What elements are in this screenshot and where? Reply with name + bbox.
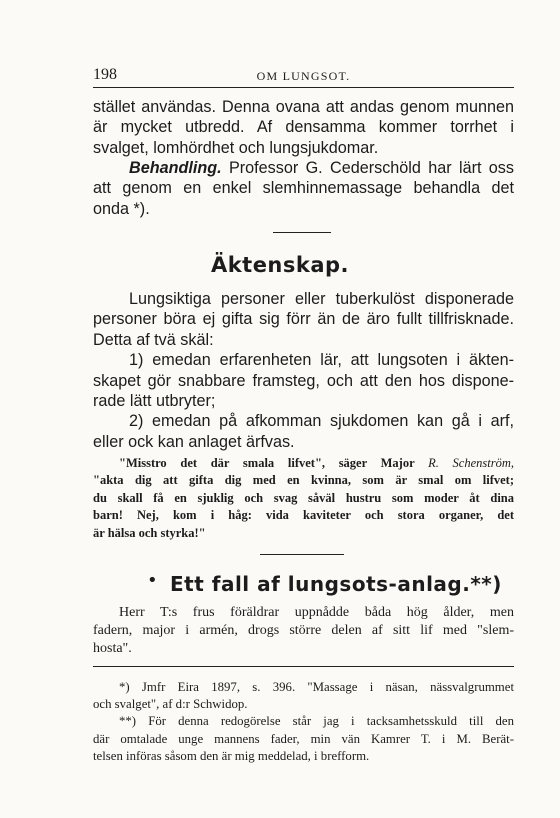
text-line: Herr T:s frus föräldrar uppnådde båda hög ålder, men bbox=[119, 605, 514, 620]
divider bbox=[260, 554, 344, 555]
section-2-text bbox=[93, 604, 514, 658]
text-line: barn! Nej, kom i håg: vida kaviteter och stora organer, det bbox=[93, 508, 514, 523]
text-line bbox=[93, 158, 514, 178]
quote-block bbox=[93, 455, 514, 542]
footnote-line: telsen införas såsom den är mig meddelad, i brefform. bbox=[93, 748, 370, 763]
text-line: svalget, lomhördhet och lungsjukdomar. bbox=[93, 138, 379, 157]
paragraph-2 bbox=[93, 158, 514, 219]
text-line: rade lätt utbryter; bbox=[93, 391, 216, 410]
text-line: onda *). bbox=[93, 199, 150, 218]
footnote-line: *) Jmfr Eira 1897, s. 396. "Massage i näsan, nässvalgrummet bbox=[119, 680, 514, 694]
quote-author: R. Schenström, bbox=[428, 456, 515, 470]
text-line: är hälsa och styrka!" bbox=[93, 525, 206, 540]
section-heading-lungsots-anlag: Ett fall af lungsots-anlag.**) bbox=[170, 572, 502, 596]
text-fragment: Professor G. Cederschöld har lärt oss bbox=[228, 159, 514, 177]
paragraph-label: Behandling. bbox=[129, 159, 222, 177]
footnote-line: där omtalade unge mannens fader, min vän Kamrer T. i M. Berät- bbox=[93, 731, 514, 746]
text-line: är mycket utbredd. Af densamma kommer torrhet i bbox=[93, 118, 514, 137]
footnotes bbox=[93, 679, 514, 765]
text-line: skapet gör snabbare framsteg, och att den hos dispone- bbox=[93, 371, 514, 390]
text-line: hosta". bbox=[93, 641, 132, 656]
bullet-mark: • bbox=[147, 570, 158, 591]
divider bbox=[273, 232, 331, 233]
text-line: eller ock kan anlaget ärfvas. bbox=[93, 432, 295, 451]
page-header bbox=[93, 66, 514, 88]
text-fragment: "Misstro det där smala lifvet", säger Major bbox=[119, 456, 415, 470]
text-line: Detta af tvä skäl: bbox=[93, 330, 214, 349]
section-1-text bbox=[93, 289, 514, 452]
text-line: 2) emedan på afkomman sjukdomen kan gå i arf, bbox=[129, 412, 514, 431]
footnote-separator bbox=[93, 666, 514, 667]
text-line: stället användas. Denna ovana att andas genom munnen bbox=[93, 98, 514, 116]
text-line: "akta dig att gifta dig med en kvinna, som är smal om lifvet; bbox=[93, 473, 514, 488]
text-line bbox=[93, 455, 514, 472]
text-line: fadern, major i armén, drogs större delen af sitt lif med "slem- bbox=[93, 623, 514, 638]
footnote-line: och svalget", af d:r Schwidop. bbox=[93, 697, 248, 712]
text-line: att genom en enkel slemhinnemassage behandla det bbox=[93, 179, 514, 198]
text-line: du skall få en sjuklig och svag såväl hustru som moder åt dina bbox=[93, 490, 514, 505]
text-line: 1) emedan erfarenheten lär, att lungsoten i äkten- bbox=[129, 351, 514, 370]
text-line: personer böra ej gifta sig förr än de äro fullt tillfrisknade. bbox=[93, 310, 514, 329]
page-number: 198 bbox=[93, 66, 117, 83]
text-line: Lungsiktiga personer eller tuberkulöst disponerade bbox=[129, 290, 514, 308]
footnote-line: **) För denna redogörelse står jag i tacksamhetsskuld till den bbox=[119, 714, 514, 729]
running-head: OM LUNGSOT. bbox=[256, 69, 351, 83]
section-heading-aktenskap: Äktenskap. bbox=[210, 253, 350, 277]
paragraph-1 bbox=[93, 97, 514, 158]
